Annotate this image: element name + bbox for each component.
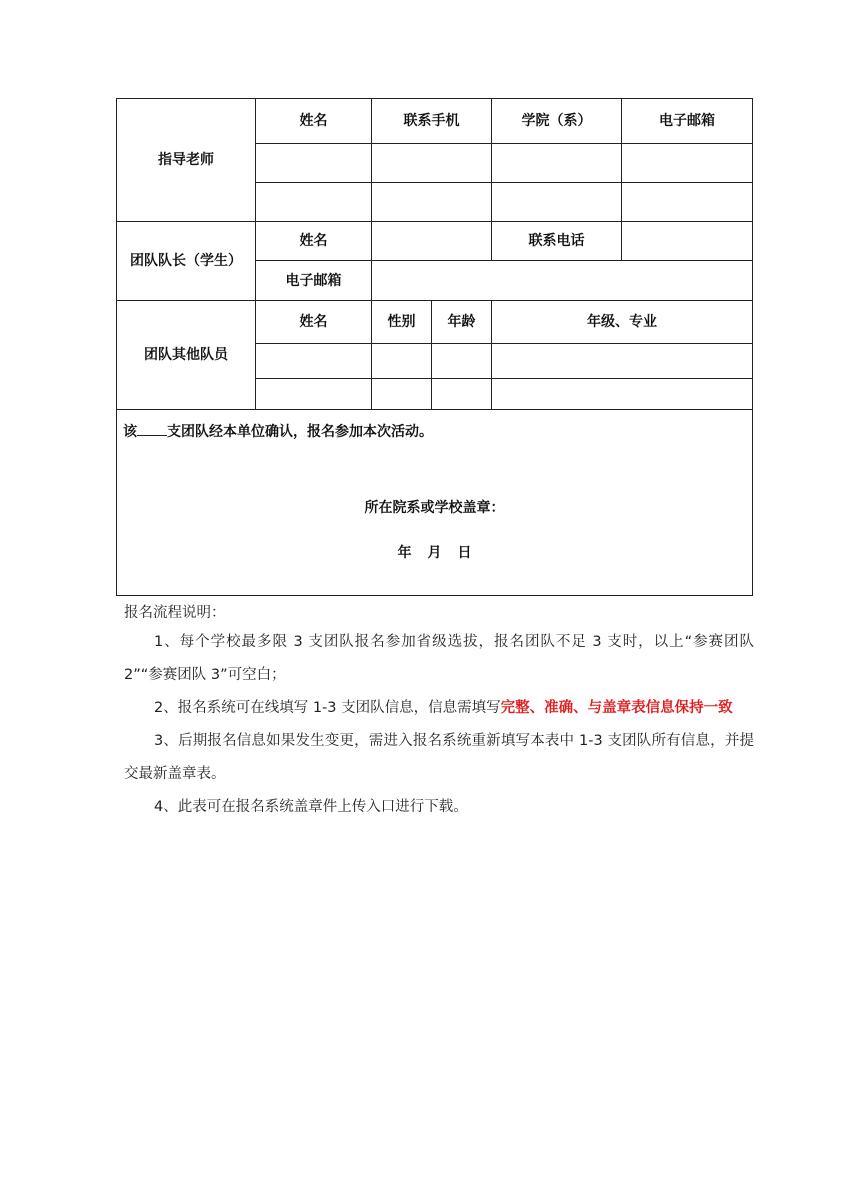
date-year: 年 [397, 545, 412, 561]
members-header-name: 姓名 [256, 301, 372, 344]
leader-row-1 [117, 222, 753, 261]
registration-form-table [116, 98, 753, 596]
members-header-grade-major: 年级、专业 [492, 301, 753, 344]
advisor-header-email: 电子邮箱 [622, 99, 753, 144]
confirmation-prefix: 该 [123, 424, 137, 440]
member-age-cell[interactable] [432, 344, 492, 379]
seal-label: 所在院系或学校盖章： [364, 500, 505, 516]
leader-label: 团队队长（学生） [117, 222, 256, 301]
member-grade-major-cell[interactable] [492, 344, 753, 379]
leader-phone-label: 联系电话 [492, 222, 622, 261]
leader-name-cell[interactable] [372, 222, 492, 261]
date-day: 日 [457, 545, 472, 561]
member-age-cell[interactable] [432, 379, 492, 410]
advisor-email-cell[interactable] [622, 144, 753, 183]
advisor-header-row [117, 99, 753, 144]
member-gender-cell[interactable] [372, 379, 432, 410]
advisor-name-cell[interactable] [256, 183, 372, 222]
notes-heading: 报名流程说明： [124, 605, 226, 621]
advisor-college-cell[interactable] [492, 144, 622, 183]
advisor-name-cell[interactable] [256, 144, 372, 183]
advisor-email-cell[interactable] [622, 183, 753, 222]
advisor-phone-cell[interactable] [372, 144, 492, 183]
member-name-cell[interactable] [256, 344, 372, 379]
leader-email-label: 电子邮箱 [256, 261, 372, 301]
confirmation-row [117, 410, 753, 596]
note-item-3: 3、后期报名信息如果发生变更，需进入报名系统重新填写本表中 1-3 支团队所有信息，并提交最新盖章表。 [124, 733, 754, 782]
member-name-cell[interactable] [256, 379, 372, 410]
note-item-4: 4、此表可在报名系统盖章件上传入口进行下载。 [154, 799, 468, 815]
note-item-2-text: 2、报名系统可在线填写 1-3 支团队信息，信息需填写 [154, 700, 501, 716]
members-label: 团队其他队员 [117, 301, 256, 410]
advisor-header-name: 姓名 [256, 99, 372, 144]
confirmation-cell [117, 410, 753, 596]
note-item-1: 1、每个学校最多限 3 支团队报名参加省级选拔，报名团队不足 3 支时，以上“参赛团队 2”“参赛团队 3”可空白； [124, 634, 754, 683]
advisor-header-college: 学院（系） [492, 99, 622, 144]
leader-phone-cell[interactable] [622, 222, 753, 261]
member-gender-cell[interactable] [372, 344, 432, 379]
leader-email-cell[interactable] [372, 261, 753, 301]
date-month: 月 [427, 545, 442, 561]
members-header-row [117, 301, 753, 344]
confirmation-statement [123, 422, 433, 440]
members-header-age: 年龄 [432, 301, 492, 344]
leader-name-label: 姓名 [256, 222, 372, 261]
team-count-blank[interactable] [137, 422, 167, 436]
advisor-label: 指导老师 [117, 99, 256, 222]
advisor-phone-cell[interactable] [372, 183, 492, 222]
process-notes [124, 600, 754, 824]
members-header-gender: 性别 [372, 301, 432, 344]
advisor-college-cell[interactable] [492, 183, 622, 222]
confirmation-suffix: 支团队经本单位确认，报名参加本次活动。 [167, 424, 433, 440]
member-grade-major-cell[interactable] [492, 379, 753, 410]
date-line [117, 545, 752, 561]
note-item-2-emphasis: 完整、准确、与盖章表信息保持一致 [500, 700, 733, 716]
note-item-2 [124, 692, 754, 725]
advisor-header-phone: 联系手机 [372, 99, 492, 144]
